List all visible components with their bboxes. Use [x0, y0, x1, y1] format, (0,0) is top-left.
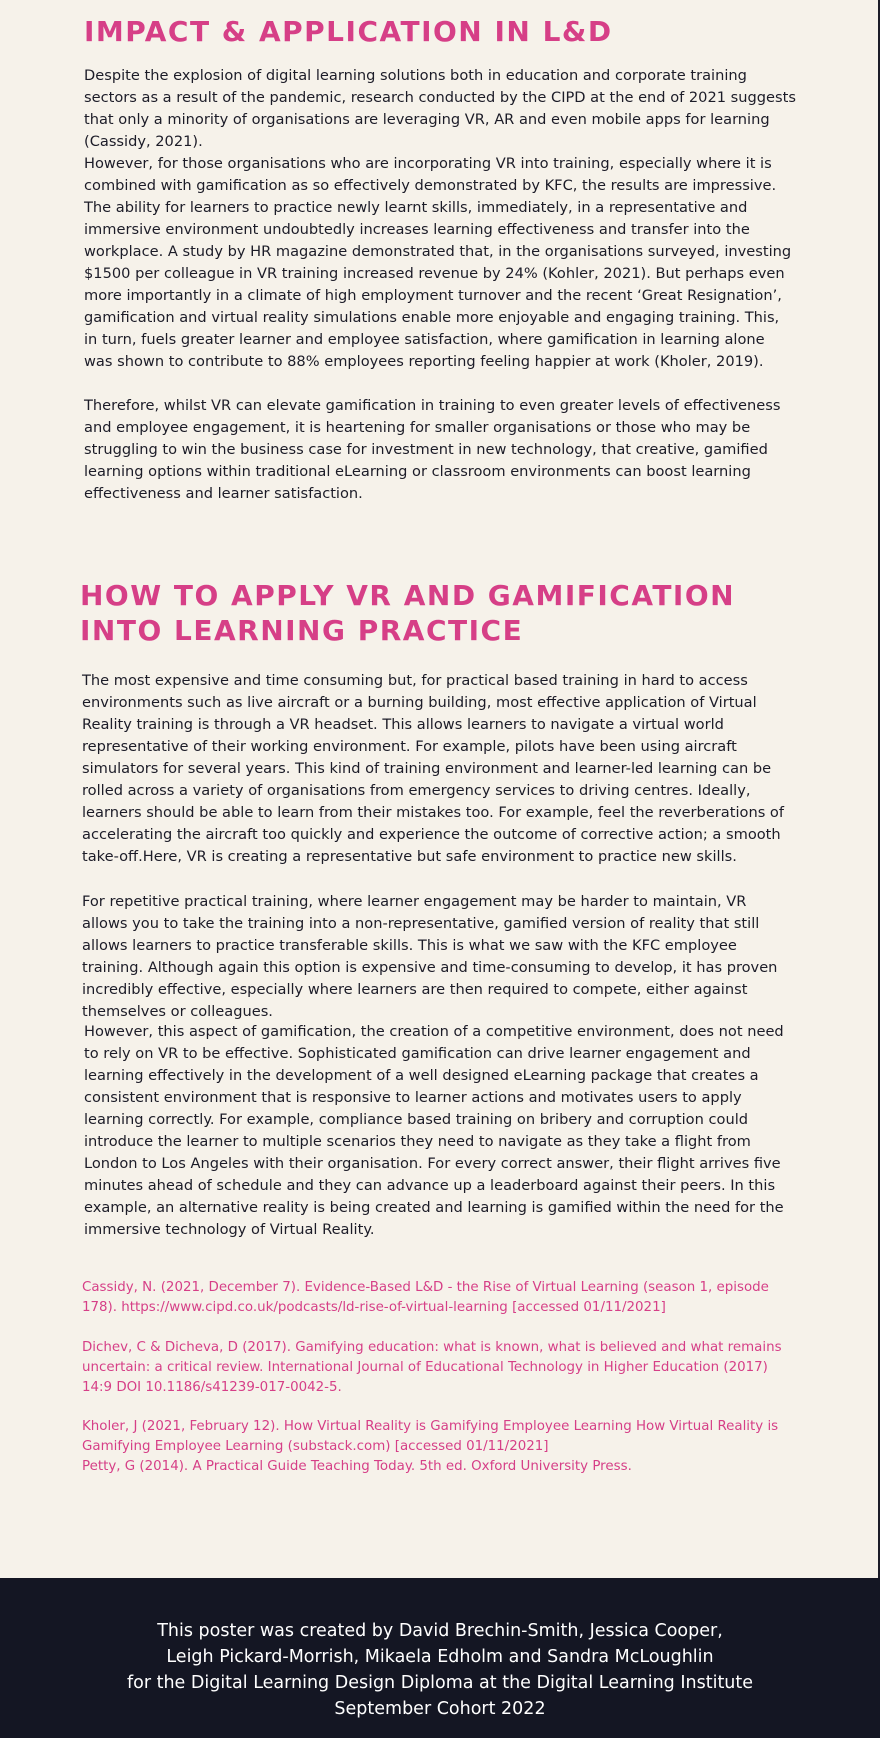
paragraph: For repetitive practical training, where learner engagement may be harder to maintain, VR allows you to take the training into a non-representative, gamified version of reality that still allows learners to practice transferable skills. This is what we saw with the KFC employee training. Although again this option is expensive and time-consuming to develop, it has proven incredibly effective, especially where learners are then required to compete, either against themselves or colleagues.	[82, 893, 778, 1020]
reference-item: Kholer, J (2021, February 12). How Virtual Reality is Gamifying Employee Learning How Virtual Reality is Gamifying Employee Learning (substack.com) [accessed 01/11/2021]	[82, 1419, 779, 1454]
footer-line: Leigh Pickard-Morrish, Mikaela Edholm and Sandra McLoughlin	[166, 1647, 714, 1667]
paragraph: Despite the explosion of digital learning solutions both in education and corporate training sectors as a result of the pandemic, research conducted by the CIPD at the end of 2021 suggests that only a minority of organisations are leveraging VR, AR and even mobile apps for learning (Cassidy, 2021).	[84, 67, 796, 150]
footer-line: This poster was created by David Brechin-Smith, Jessica Cooper,	[157, 1621, 723, 1641]
footer-line: for the Digital Learning Design Diploma at the Digital Learning Institute	[126, 1673, 754, 1693]
reference-item: Cassidy, N. (2021, December 7). Evidence-Based L&D - the Rise of Virtual Learning (season 1, episode 178). https://www.cipd.co.uk/podcasts/ld-rise-of-virtual-learning [accessed 01/11/2021]	[82, 1280, 769, 1315]
reference-item: Dichev, C & Dicheva, D (2017). Gamifying education: what is known, what is believed and what remains uncertain: a critical review. International Journal of Educational Technology in Higher Education (2017) 14:9 DOI 10.1186/s41239-017-0042-5.	[82, 1340, 782, 1395]
paragraph: However, for those organisations who are incorporating VR into training, especially where it is combined with gamification as so effectively demonstrated by KFC, the results are impressive. The ability for learners to practice newly learnt skills, immediately, in a representative and immersive environment undoubtedly increases learning effectiveness and transfer into the workplace. A study by HR magazine demonstrated that, in the organisations surveyed, investing $1500 per colleague in VR training increased revenue by 24% (Kohler, 2021). But perhaps even more importantly in a climate of high employment turnover and the recent ‘Great Resignation’, gamification and virtual reality simulations enable more enjoyable and engaging training. This, in turn, fuels greater learner and employee satisfaction, where gamification in learning alone was shown to contribute to 88% employees reporting feeling happier at work (Kholer, 2019).	[84, 155, 792, 370]
section-heading-how-to-apply	[80, 578, 735, 648]
heading-line: HOW TO APPLY VR AND GAMIFICATION	[80, 579, 736, 612]
paragraph: However, this aspect of gamification, the creation of a competitive environment, does not need to rely on VR to be effective. Sophisticated gamification can drive learner engagement and learning effectively in the development of a well designed eLearning package that creates a consistent environment that is responsive to learner actions and motivates users to apply learning correctly. For example, compliance based training on bribery and corruption could introduce the learner to multiple scenarios they need to navigate as they take a flight from London to Los Angeles with their organisation. For every correct answer, their flight arrives five minutes ahead of schedule and they can advance up a leaderboard against their peers. In this example, an alternative reality is being created and learning is gamified within the need for the immersive technology of Virtual Reality.	[84, 1023, 784, 1238]
section-heading-impact: IMPACT & APPLICATION IN L&D	[84, 15, 613, 48]
paragraph: Therefore, whilst VR can elevate gamification in training to even greater levels of effectiveness and employee engagement, it is heartening for smaller organisations or those who may be struggling to win the business case for investment in new technology, that creative, gamified learning options within traditional eLearning or classroom environments can boost learning effectiveness and learner satisfaction.	[84, 397, 781, 502]
footer-credits	[0, 1578, 880, 1738]
reference-item: Petty, G (2014). A Practical Guide Teaching Today. 5th ed. Oxford University Press.	[82, 1459, 632, 1474]
footer-text	[0, 1618, 880, 1722]
footer-line: September Cohort 2022	[334, 1699, 546, 1719]
paragraph: The most expensive and time consuming but, for practical based training in hard to access environments such as live aircraft or a burning building, most effective application of Virtual Reality training is through a VR headset. This allows learners to navigate a virtual world representative of their working environment. For example, pilots have been using aircraft simulators for several years. This kind of training environment and learner-led learning can be rolled across a variety of organisations from emergency services to driving centres. Ideally, learners should be able to learn from their mistakes too. For example, feel the reverberations of accelerating the aircraft too quickly and experience the outcome of corrective action; a smooth take-off.Here, VR is creating a representative but safe environment to practice new skills.	[82, 672, 785, 865]
heading-line: INTO LEARNING PRACTICE	[80, 614, 524, 647]
